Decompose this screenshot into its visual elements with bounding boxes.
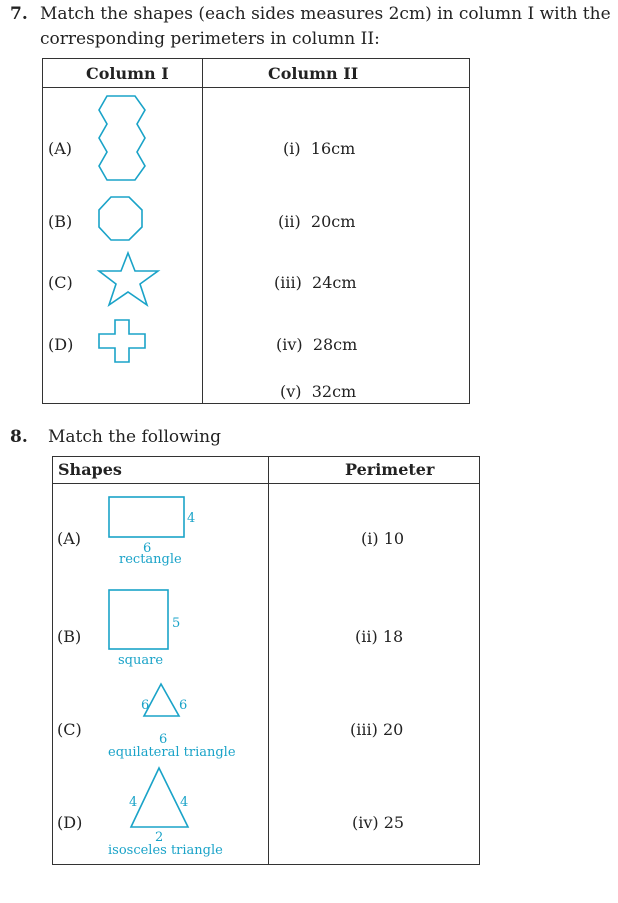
square-side-right: 5 bbox=[172, 616, 181, 631]
q7-row-b-label: (B) bbox=[48, 212, 73, 231]
q7-row-c-label: (C) bbox=[48, 273, 73, 292]
isosceles-triangle-shape bbox=[100, 762, 230, 860]
q8-row-b-label: (B) bbox=[57, 627, 82, 646]
isosceles-caption: isosceles triangle bbox=[108, 843, 223, 858]
equilateral-caption: equilateral triangle bbox=[108, 745, 236, 760]
rectangle-side-right: 4 bbox=[187, 511, 196, 526]
q8-row-c-label: (C) bbox=[57, 720, 82, 739]
q8-option-ii: (ii) 18 bbox=[355, 627, 404, 646]
q7-option-i: (i) 16cm bbox=[283, 139, 356, 158]
square-shape bbox=[100, 585, 200, 670]
q7-row-d-label: (D) bbox=[48, 335, 74, 354]
q8-row-d-label: (D) bbox=[57, 813, 83, 832]
q8-option-iii: (iii) 20 bbox=[350, 720, 404, 739]
square-caption: square bbox=[118, 653, 164, 668]
q8-title: Match the following bbox=[48, 427, 221, 447]
star-icon bbox=[98, 251, 160, 307]
q7-text-line1: Match the shapes (each sides measures 2cm) in column I with the bbox=[40, 4, 611, 24]
q7-number: 7. bbox=[10, 4, 28, 24]
rectangle-side-bottom: 6 bbox=[143, 541, 152, 556]
q7-option-iv: (iv) 28cm bbox=[276, 335, 358, 354]
q8-col1-header: Shapes bbox=[58, 460, 122, 479]
q7-option-v: (v) 32cm bbox=[280, 382, 357, 401]
q8-number: 8. bbox=[10, 427, 28, 447]
equilateral-triangle-shape bbox=[100, 680, 240, 762]
q7-col1-header: Column I bbox=[86, 64, 169, 83]
rectangle-caption: rectangle bbox=[119, 552, 182, 567]
plus-cross-icon bbox=[97, 319, 147, 365]
equilateral-side-right: 6 bbox=[179, 698, 188, 713]
equilateral-side-bottom: 6 bbox=[159, 732, 168, 747]
q8-col2-header: Perimeter bbox=[345, 460, 435, 479]
q7-col2-header: Column II bbox=[268, 64, 359, 83]
q8-option-iv: (iv) 25 bbox=[352, 813, 405, 832]
isosceles-side-right: 4 bbox=[180, 795, 189, 810]
q7-text-line2: corresponding perimeters in column II: bbox=[40, 29, 380, 49]
equilateral-side-left: 6 bbox=[141, 698, 150, 713]
octagon-icon bbox=[97, 195, 145, 243]
isosceles-side-left: 4 bbox=[129, 795, 138, 810]
double-hexagon-icon bbox=[95, 94, 149, 184]
q7-option-ii: (ii) 20cm bbox=[278, 212, 356, 231]
q7-option-iii: (iii) 24cm bbox=[274, 273, 357, 292]
rectangle-shape bbox=[100, 490, 220, 570]
isosceles-side-bottom: 2 bbox=[155, 830, 164, 845]
q8-row-a-label: (A) bbox=[57, 529, 82, 548]
q7-row-a-label: (A) bbox=[48, 139, 73, 158]
q8-option-i: (i) 10 bbox=[361, 529, 405, 548]
